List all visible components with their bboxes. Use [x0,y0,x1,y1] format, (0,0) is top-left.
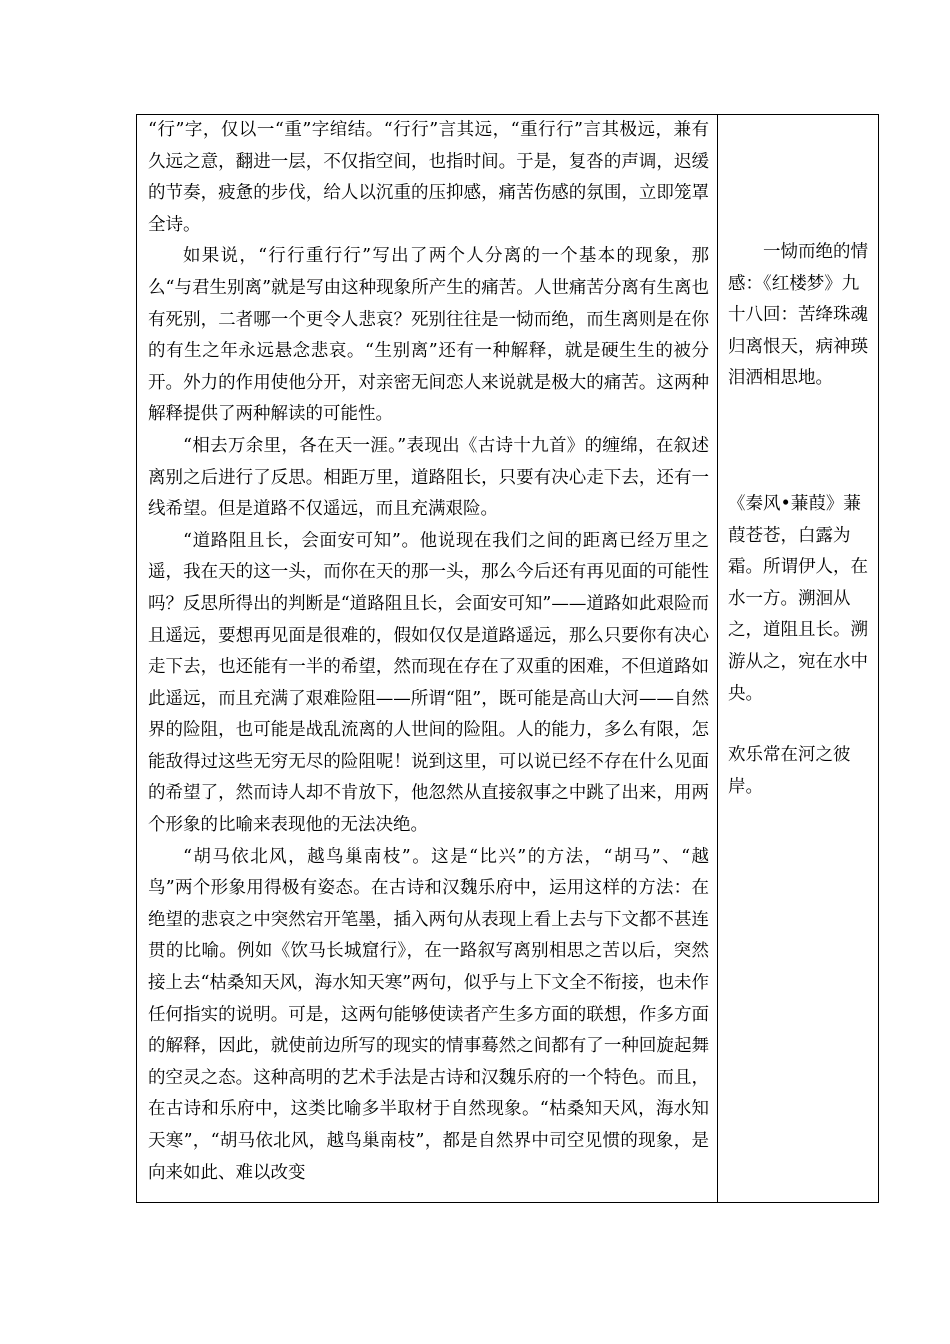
margin-note: 《秦风•蒹葭》蒹葭苍苍，白露为霜。所谓伊人，在水一方。溯洄从之，道阻且长。溯游从之，宛在水中央。 [728,493,868,704]
margin-note: 一恸而绝的情感：《红楼梦》九十八回：苦绛珠魂归离恨天，病神瑛泪洒相思地。 [728,242,868,389]
notes-cell [718,115,879,1203]
notes-text [718,237,878,803]
table-row [137,115,879,1203]
paragraph: “相去万余里，各在天一涯。”表现出《古诗十九首》的缠绵，在叙述离别之后进行了反思。相距万里，道路阻长，只要有决心走下去，还有一线希望。但是道路不仅遥远，而且充满艰险。 [148,435,709,520]
paragraph: “胡马依北风，越鸟巢南枝”。这是“比兴”的方法，“胡马”、“越鸟”两个形象用得极有姿态。在古诗和汉魏乐府中，运用这样的方法：在绝望的悲哀之中突然宕开笔墨，插入两句从表现上看上去与下文都不甚连贯的比喻。例如《饮马长城窟行》，在一路叙写离别相思之苦以后，突然接上去“枯桑知天风，海水知天寒”两句，似乎与上下文全不衔接，也未作任何指实的说明。可是，这两句能够使读者产生多方面的联想，作多方面的解释，因此，就使前边所写的现实的情事蓦然之间都有了一种回旋起舞的空灵之态。这种高明的艺术手法是古诗和汉魏乐府的一个特色。而且，在古诗和乐府中，这类比喻多半取材于自然现象。“枯桑知天风，海水知天寒”，“胡马依北风，越鸟巢南枝”，都是自然界中司空见惯的现象，是向来如此、难以改变 [148,846,709,1183]
main-text-cell [137,115,718,1203]
main-text [137,115,717,1189]
paragraph: “行”字，仅以一“重”字绾结。“行行”言其远，“重行行”言其极远，兼有久远之意，翻进一层，不仅指空间，也指时间。于是，复沓的声调，迟缓的节奏，疲惫的步伐，给人以沉重的压抑感，痛苦伤感的氛围，立即笼罩全诗。 [148,120,709,235]
margin-note: 欢乐常在河之彼岸。 [728,745,851,797]
annotation-table [136,114,879,1203]
paragraph: 如果说，“行行重行行”写出了两个人分离的一个基本的现象，那么“与君生别离”就是写由这种现象所产生的痛苦。人世痛苦分离有生离也有死别，二者哪一个更令人悲哀？死别往往是一恸而绝，而生离则是在你的有生之年永远悬念悲哀。“生别离”还有一种解释，就是硬生生的被分开。外力的作用使他分开，对亲密无间恋人来说就是极大的痛苦。这两种解释提供了两种解读的可能性。 [148,246,709,425]
paragraph: “道路阻且长，会面安可知”。他说现在我们之间的距离已经万里之遥，我在天的这一头，而你在天的那一头，那么今后还有再见面的可能性吗？反思所得出的判断是“道路阻且长，会面安可知”——道路如此艰险而且遥远，要想再见面是很难的，假如仅仅是道路遥远，那么只要你有决心走下去，也还能有一半的希望，然而现在存在了双重的困难，不但道路如此遥远，而且充满了艰难险阻——所谓“阻”，既可能是高山大河——自然界的险阻，也可能是战乱流离的人世间的险阻。人的能力，多么有限，怎能敌得过这些无穷无尽的险阻呢！说到这里，可以说已经不存在什么见面的希望了，然而诗人却不肯放下，他忽然从直接叙事之中跳了出来，用两个形象的比喻来表现他的无法决绝。 [148,530,709,836]
